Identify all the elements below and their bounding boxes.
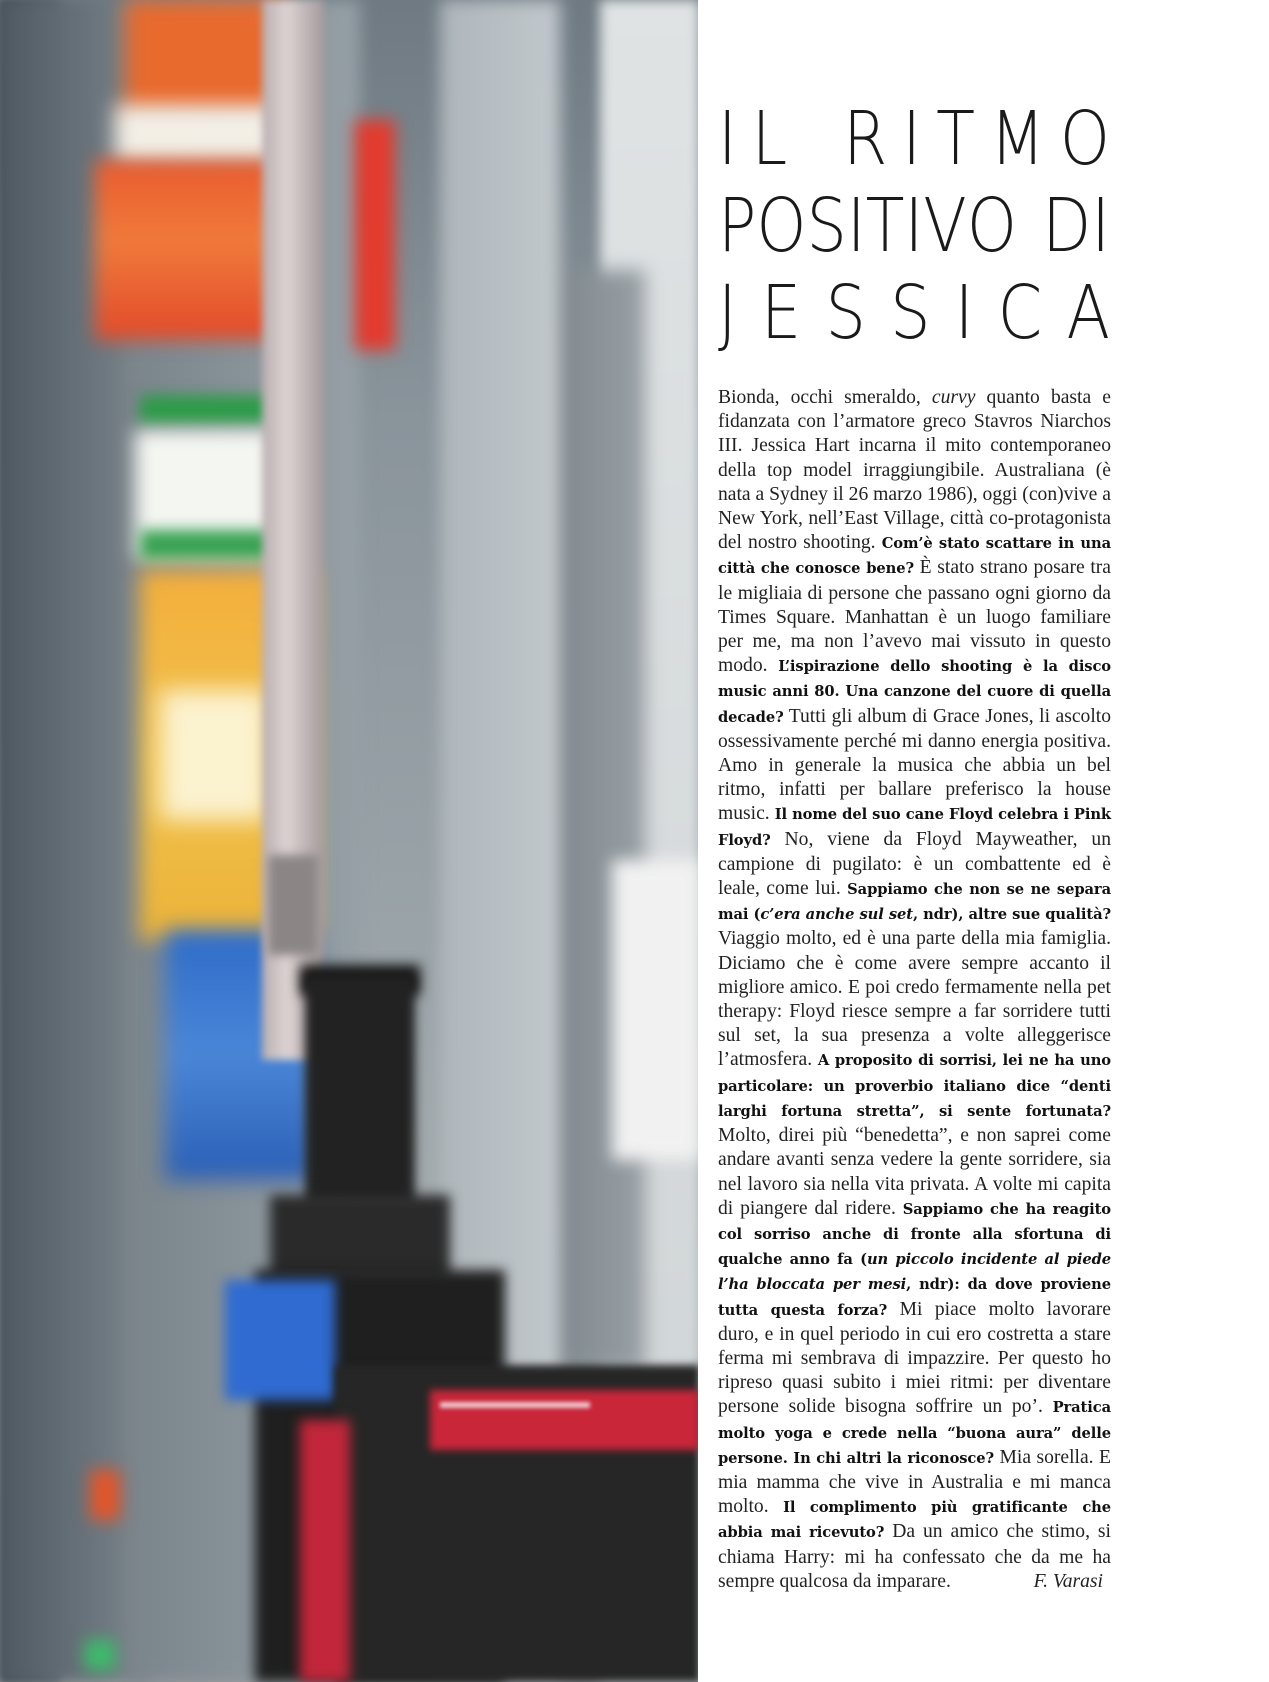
headline-letter: I — [718, 96, 737, 182]
headline-letter: C — [997, 270, 1043, 356]
headline-letter: I — [846, 183, 866, 269]
headline-letter: O — [966, 183, 1017, 269]
headline-letter: I — [904, 183, 924, 269]
headline-letter — [1017, 183, 1042, 270]
headline-letter: A — [1066, 270, 1110, 356]
answer-4: Viaggio molto, ed è una parte della mia famiglia. Diciamo che è come avere sempre accanto il migliore amico. E poi credo fermamente nella pet therapy: Floyd riesce sempre a far sorridere tutti sul set, la sua presenza a volte alleggerisce l’atmosfera. — [718, 928, 1111, 1071]
headline-letter: T — [936, 96, 975, 182]
question-4: Sappiamo che non se ne separa mai (c’era anche sul set, ndr), altre sue qualità? — [718, 881, 1111, 924]
headline-letter: D — [1042, 183, 1092, 269]
headline-letter: R — [843, 96, 888, 182]
answer-1: È stato strano posare tra le migliaia di persone che passano ogni giorno da Times Square. Manhattan è un luogo familiare per me, ma non l’avevo mai vissuto in questo modo. — [718, 557, 1111, 677]
headline-letter: P — [718, 183, 757, 269]
headline-letter: V — [923, 183, 967, 269]
author-signature: F. Varasi — [1033, 1570, 1103, 1592]
intro-italic: curvy — [931, 387, 976, 408]
headline-letter: S — [890, 270, 931, 356]
intro-text: Bionda, occhi smeraldo, — [718, 387, 932, 408]
question-2: L’ispirazione dello shooting è la disco music anni 80. Una canzone del cuore di quella decade? — [718, 658, 1112, 726]
headline-letter: O — [756, 183, 807, 269]
question-3: Il nome del suo cane Floyd celebra i Pink Floyd? — [718, 806, 1111, 849]
answer-3: No, viene da Floyd Mayweather, un campione di pugilato: è un combattente ed è leale, come lui. — [718, 828, 1111, 900]
question-5: A proposito di sorrisi, lei ne ha uno particolare: un proverbio italiano dice “denti larghi fortuna stretta”, si sente fortunata? — [718, 1052, 1111, 1120]
headline-letter — [802, 96, 828, 183]
headline-letter: I — [902, 96, 922, 182]
headline-letter: S — [825, 270, 866, 356]
intro-text: quanto basta e fidanzata con l’armatore greco Stavros Niarchos III. Jessica Hart incarna il mito contemporaneo della top model irraggiungibile. Australiana (è nata a Sydney il 26 marzo 1986), oggi (con)vive a New York, nell’East Village, città co-protagonista del nostro shooting. — [718, 387, 1111, 554]
headline-letter: I — [1091, 183, 1111, 269]
answer-6: Mi piace molto lavorare duro, e in quel periodo in cui ero costretta a stare ferma mi sembrava di impazzire. Per questo ho ripreso quasi subito i miei ritmi: per diventare persone solide bisogna soffrire un po’. — [718, 1298, 1111, 1418]
headline-letter: O — [1059, 96, 1110, 182]
answer-8: Da un amico che stimo, si chiama Harry: mi ha confessato che da me ha sempre qualcosa da imparare. — [718, 1521, 1112, 1592]
question-1: Com’è stato scattare in una città che conosce bene? — [718, 535, 1111, 578]
headline-letter: M — [989, 96, 1045, 182]
article-column — [718, 96, 1111, 1614]
headline-letter: E — [761, 270, 802, 356]
answer-2: Tutti gli album di Grace Jones, li ascolto ossessivamente perché mi danno energia positiva. Amo in generale la musica che abbia un bel ritmo, infatti per ballare preferisco la house music. — [718, 705, 1111, 825]
headline — [718, 96, 1111, 357]
headline-letter: T — [865, 183, 905, 269]
answer-5: Molto, direi più “benedetta”, e non saprei come andare avanti senza vedere la gente sorridere, sia nel lavoro sia nella vita privata. A volte mi capita di piangere dal ridere. — [718, 1125, 1111, 1219]
question-7: Pratica molto yoga e crede nella “buona aura” delle persone. In chi altri la riconosce? — [718, 1399, 1111, 1467]
headline-line-1 — [718, 96, 1110, 183]
question-8: Il complimento più gratificante che abbia mai ricevuto? — [718, 1499, 1111, 1542]
headline-line-2 — [718, 183, 1110, 270]
headline-line-3 — [718, 270, 1110, 357]
headline-letter: I — [954, 270, 974, 356]
answer-7: Mia sorella. E mia mamma che vive in Australia e mi manca molto. — [718, 1446, 1111, 1518]
headline-letter: J — [718, 270, 737, 356]
question-6: Sappiamo che ha reagito col sorriso anche di fronte alla sfortuna di qualche anno fa (un piccolo incidente al piede l’ha bloccata per mesi, ndr): da dove proviene tutta questa forza? — [718, 1200, 1112, 1319]
headline-letter: L — [751, 96, 788, 182]
article-body — [718, 386, 1111, 1594]
headline-letter: S — [806, 183, 847, 269]
